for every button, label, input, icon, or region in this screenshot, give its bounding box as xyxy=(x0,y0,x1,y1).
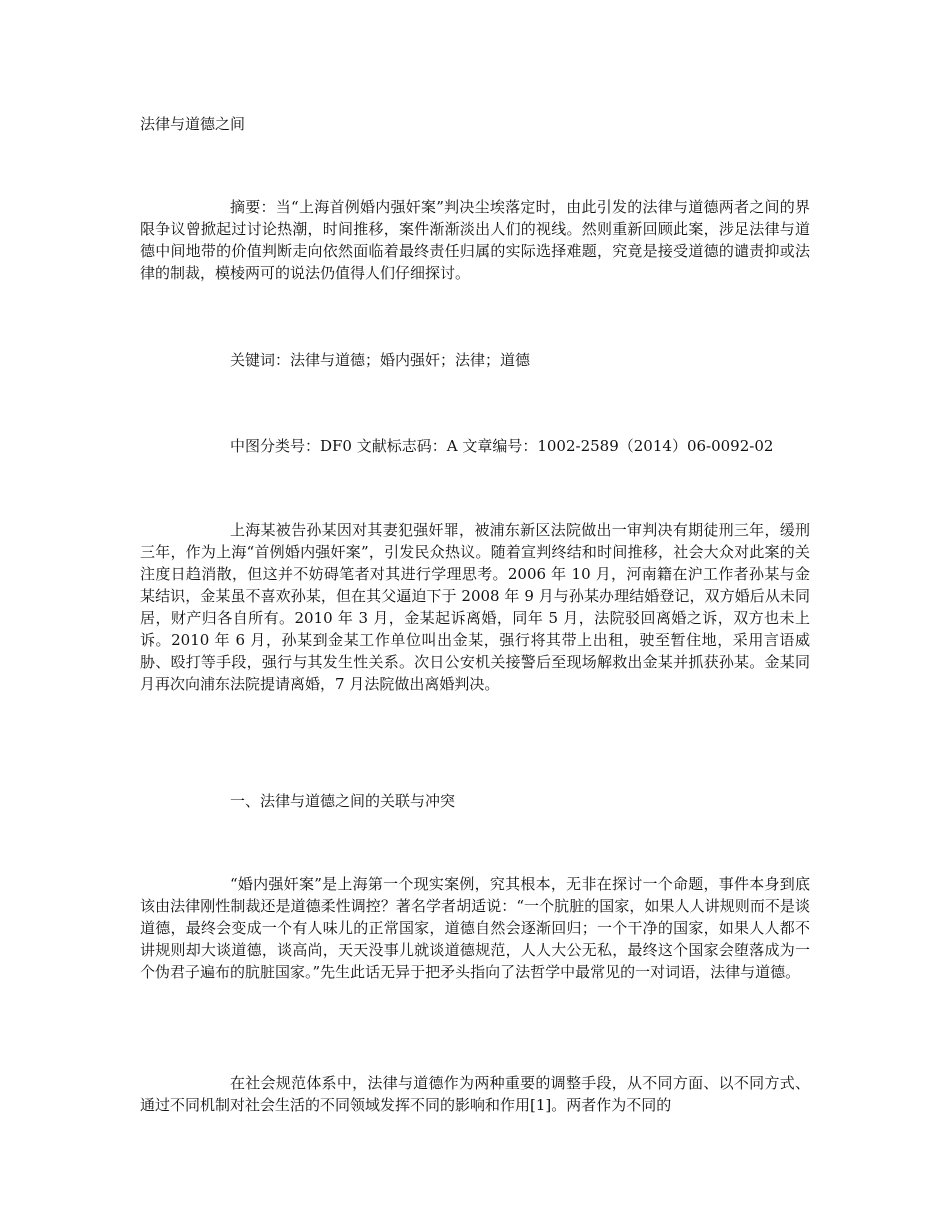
case-paragraph: 上海某被告孙某因对其妻犯强奸罪，被浦东新区法院做出一审判决有期徒刑三年，缓刑三年，作为上海“首例婚内强奸案”，引发民众热议。随着宣判终结和时间推移，社会大众对此案的关注度日趋消散，但这并不妨碍笔者对其进行学理思考。2006 年 10 月，河南籍在沪工作者孙某与金某结识，金某虽不喜欢孙某，但在其父逼迫下于 2008 年 9 月与孙某办理结婚登记，双方婚后从未同居，财产归各自所有。2010 年 3 月，金某起诉离婚，同年 5 月，法院驳回离婚之诉，双方也未上诉。2010 年 6 月，孙某到金某工作单位叫出金某，强行将其带上出租，驶至暂住地，采用言语威胁、殴打等手段，强行与其发生性关系。次日公安机关接警后至现场解救出金某并抓获孙某。金某同月再次向浦东法院提请离婚，7 月法院做出离婚判决。 xyxy=(140,521,810,693)
classification-line: 中图分类号：DF0 文献标志码：A 文章编号：1002-2589（2014）06-0092-02 xyxy=(230,437,774,455)
abstract-paragraph: 摘要：当“上海首例婚内强奸案”判决尘埃落定时，由此引发的法律与道德两者之间的界限争议曾掀起过讨论热潮，时间推移，案件渐渐淡出人们的视线。然则重新回顾此案，涉足法律与道德中间地带的价值判断走向依然面临着最终责任归属的实际选择难题，究竟是接受道德的谴责抑或法律的制裁，模棱两可的说法仍值得人们仔细探讨。 xyxy=(140,198,810,282)
section-paragraph-continued: 在社会规范体系中，法律与道德作为两种重要的调整手段，从不同方面、以不同方式、通过不同机制对社会生活的不同领域发挥不同的影响和作用[1]。两者作为不同的 xyxy=(140,1074,810,1114)
keywords-line: 关键词：法律与道德；婚内强奸；法律；道德 xyxy=(230,351,531,369)
section-paragraph: “婚内强奸案”是上海第一个现实案例，究其根本，无非在探讨一个命题，事件本身到底该由法律刚性制裁还是道德柔性调控？著名学者胡适说：“一个肮脏的国家，如果人人讲规则而不是谈道德，最终会变成一个有人味儿的正常国家，道德自然会逐渐回归；一个干净的国家，如果人人都不讲规则却大谈道德，谈高尚，天天没事儿就谈道德规范，人人大公无私，最终这个国家会堕落成为一个伪君子遍布的肮脏国家。”先生此话无异于把矛头指向了法哲学中最常见的一对词语，法律与道德。 xyxy=(140,875,810,981)
section-heading: 一、法律与道德之间的关联与冲突 xyxy=(230,792,456,810)
document-title: 法律与道德之间 xyxy=(140,115,246,133)
